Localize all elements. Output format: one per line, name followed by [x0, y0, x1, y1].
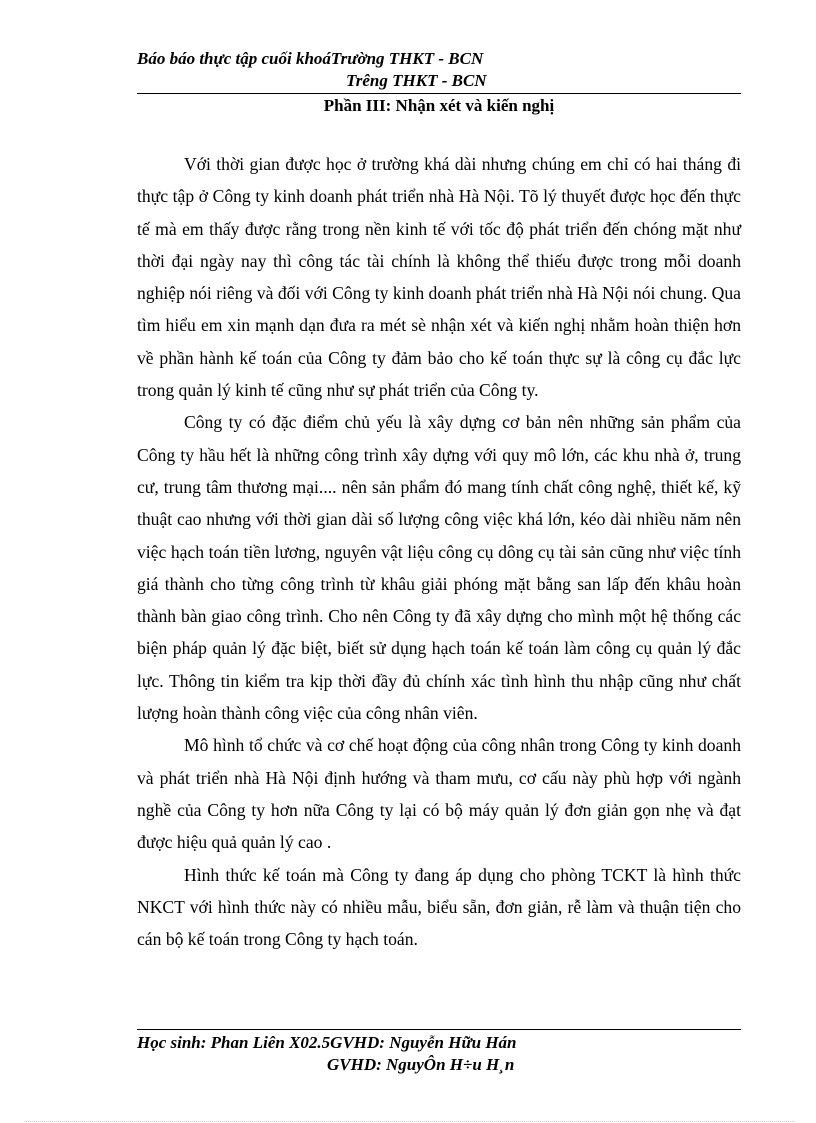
footer-advisor: GVHD: NguyÔn H÷u H¸n [327, 1055, 515, 1074]
header-divider [137, 93, 741, 94]
header-school: Trêng THKT - BCN [346, 71, 487, 90]
header-title: Báo báo thực tập cuối khoáTrường THKT - BCN [137, 49, 484, 68]
paragraph-3: Mô hình tổ chức và cơ chế hoạt động của công nhân trong Công ty kinh doanh và phát triển nhà Hà Nội định hướng và tham mưu, cơ cấu này phù hợp với ngành nghề của Công ty hơn nữa Công ty lại có bộ máy quản lý đơn giản gọn nhẹ và đạt được hiệu quả quản lý cao . [137, 735, 741, 853]
paragraph-2: Công ty có đặc điểm chủ yếu là xây dựng cơ bản nên những sản phẩm của Công ty hầu hết là những công trình xây dựng với quy mô lớn, các khu nhà ở, trung cư, trung tâm thương mại.... nên sản phẩm đó mang tính chất công nghệ, thiết kế, kỹ thuật cao nhưng với thời gian dài số lượng công việc khá lớn, kéo dài nhiều năm nên việc hạch toán tiền lương, nguyên vật liệu công cụ dông cụ tài sản cũng như việc tính giá thành cho từng công trình từ khâu giải phóng mặt bằng san lấp đến khâu hoàn thành bàn giao công trình. Cho nên Công ty đã xây dựng cho mình một hệ thống các biện pháp quản lý đặc biệt, biết sử dụng hạch toán kế toán làm công cụ quản lý đắc lực. Thông tin kiểm tra kịp thời đầy đủ chính xác tình hình thu nhập cũng như chất lượng hoàn thành công việc của công nhân viên. [137, 412, 741, 724]
footer-divider [137, 1029, 741, 1030]
section-title: Phần III: Nhận xét và kiến nghị [323, 96, 555, 115]
page-bottom-edge [25, 1121, 795, 1122]
paragraph-1: Với thời gian được học ở trường khá dài nhưng chúng em chỉ có hai tháng đi thực tập ở Công ty kinh doanh phát triển nhà Hà Nội. Tõ lý thuyết được học đến thực tế mà em thấy được rằng trong nền kinh tế với tốc độ phát triển đến chóng mặt như thời đại ngày nay thì công tác tài chính là không thể thiếu được trong mỗi doanh nghiệp nói riêng và đối với Công ty kinh doanh phát triển nhà Hà Nội nói chung. Qua tìm hiểu em xin mạnh dạn đưa ra mét sè nhận xét và kiến nghị nhằm hoàn thiện hơn về phần hành kế toán của Công ty đảm bảo cho kế toán thực sự là công cụ đắc lực trong quản lý kinh tế cũng như sự phát triển của Công ty. [137, 154, 741, 401]
footer-student: Học sinh: Phan Liên X02.5GVHD: Nguyễn Hữu Hán [137, 1033, 517, 1052]
body-text [137, 148, 741, 955]
paragraph-4: Hình thức kế toán mà Công ty đang áp dụng cho phòng TCKT là hình thức NKCT với hình thức này có nhiều mẫu, biểu sẵn, đơn giản, rễ làm và thuận tiện cho cán bộ kế toán trong Công ty hạch toán. [137, 864, 741, 950]
